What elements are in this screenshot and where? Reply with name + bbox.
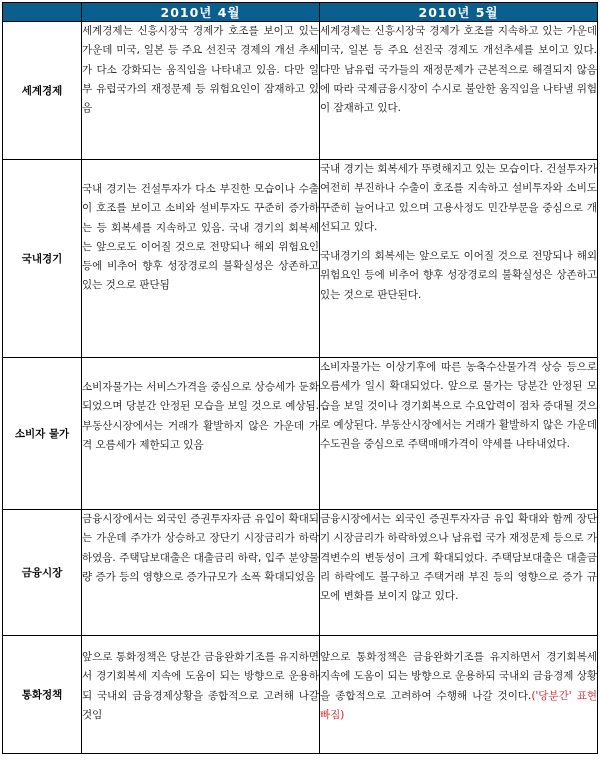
- column-header-april: 2010년 4월: [82, 3, 320, 22]
- paragraph: 국내 경기는 건설투자가 다소 부진한 모습이나 수출이 호조를 보이고 소비와 설비투자도 꾸준히 증가하는 등 회복세를 지속하고 있음. 국내 경기의 회복세는 앞으로도 이어질 것으로 전망되나 해외 위험요인 등에 비추어 향후 성장경로의 불확실성은 상존하고 있는 것으로 판단됨: [82, 183, 319, 292]
- cell-april-consumer-prices: [82, 358, 320, 510]
- paragraph: 앞으로 통화정책은 금융완화기조를 유지하면서 경기회복세 지속에 도움이 되는 방향으로 운용하되 국내외 금융경제 상황을 종합적으로 고려하여 수행해 나갈 것이다.: [320, 651, 597, 702]
- column-header-may: 2010년 5월: [320, 3, 598, 22]
- paragraph: 앞으로 통화정책은 당분간 금융완화기조를 유지하면서 경기회복세 지속에 도움이 되는 방향으로 운용하되 국내외 금융경제상황을 종합적으로 고려해 나갈 것임: [82, 651, 319, 721]
- cell-may-domestic-economy: [320, 160, 598, 358]
- paragraph: 소비자물가는 서비스가격을 중심으로 상승세가 둔화되었으며 당분간 안정된 모습을 보일 것으로 예상됨. 부동산시장에서는 거래가 활발하지 않은 가운데 가격 오름세가 제한되고 있음: [82, 381, 319, 451]
- cell-april-financial-markets: 금융시장에서는 외국인 증권투자자금 유입이 확대되는 가운데 주가가 상승하고 장단기 시장금리가 하락하였음. 주택담보대출은 대출금리 하락, 입주 분양물량 증가 등의 영향으로 증가규모가 소폭 확대되었음: [82, 510, 320, 636]
- comparison-table: [2, 2, 598, 754]
- paragraph: 국내경기의 회복세는 앞으로도 이어질 것으로 전망되나 해외 위험요인 등에 비추어 향후 성장경로의 불확실성은 상존하고 있는 것으로 판단된다.: [320, 250, 597, 301]
- header-row: [3, 3, 598, 22]
- row-label-consumer-prices: 소비자 물가: [3, 358, 82, 510]
- omission-note: ('당분간' 표현 빠짐): [320, 689, 597, 721]
- cell-may-monetary-policy: [320, 636, 598, 754]
- cell-may-consumer-prices: 소비자물가는 이상기후에 따른 농축수산물가격 상승 등으로 오름세가 일시 확대되었다. 앞으로 물가는 당분간 안정된 모습을 보일 것이나 경기회복으로 수요압력이 점차 증대될 것으로 예상된다. 부동산시장에서는 거래가 활발하지 않은 가운데 수도권을 중심으로 주택매매가격이 약세를 나타내었다.: [320, 358, 598, 510]
- cell-may-world-economy: 세계경제는 신흥시장국 경제가 호조를 지속하고 있는 가운데 미국, 일본 등 주요 선진국 경제도 개선추세를 보이고 있다. 다만 남유럽 국가들의 재정문제가 근본적으로 해결되지 않음에 따라 국제금융시장이 수시로 불안한 움직임을 나타낼 위험이 잠재하고 있다.: [320, 22, 598, 160]
- row-label-financial-markets: 금융시장: [3, 510, 82, 636]
- cell-april-monetary-policy: [82, 636, 320, 754]
- paragraph-gap: [320, 237, 597, 247]
- row-domestic-economy: [3, 160, 598, 358]
- header-corner-cell: [3, 3, 82, 22]
- cell-may-financial-markets: 금융시장에서는 외국인 증권투자자금 유입 확대와 함께 장단기 시장금리가 하락하였으나 남유럽 국가 재정문제 등으로 가격변수의 변동성이 크게 확대되었다. 주택담보대출은 대출금리 하락에도 불구하고 주택거래 부진 등의 영향으로 증가 규모에 변화를 보이지 않고 있다.: [320, 510, 598, 636]
- row-label-world-economy: 세계경제: [3, 22, 82, 160]
- row-label-monetary-policy: 통화정책: [3, 636, 82, 754]
- row-world-economy: [3, 22, 598, 160]
- cell-april-domestic-economy: [82, 160, 320, 358]
- row-financial-markets: [3, 510, 598, 636]
- row-label-domestic-economy: 국내경기: [3, 160, 82, 358]
- row-monetary-policy: [3, 636, 598, 754]
- row-consumer-prices: [3, 358, 598, 510]
- cell-april-world-economy: 세계경제는 신흥시장국 경제가 호조를 보이고 있는 가운데 미국, 일본 등 주요 선진국 경제의 개선 추세가 다소 강화되는 움직임을 나타내고 있음. 다만 일부 유럽국가의 재정문제 등 위험요인이 잠재하고 있음: [82, 22, 320, 160]
- paragraph: 국내 경기는 회복세가 뚜렷해지고 있는 모습이다. 건설투자가 여전히 부진하나 수출이 호조를 지속하고 설비투자와 소비도 꾸준히 늘어나고 있으며 고용사정도 민간부문을 중심으로 개선되고 있다.: [320, 163, 597, 233]
